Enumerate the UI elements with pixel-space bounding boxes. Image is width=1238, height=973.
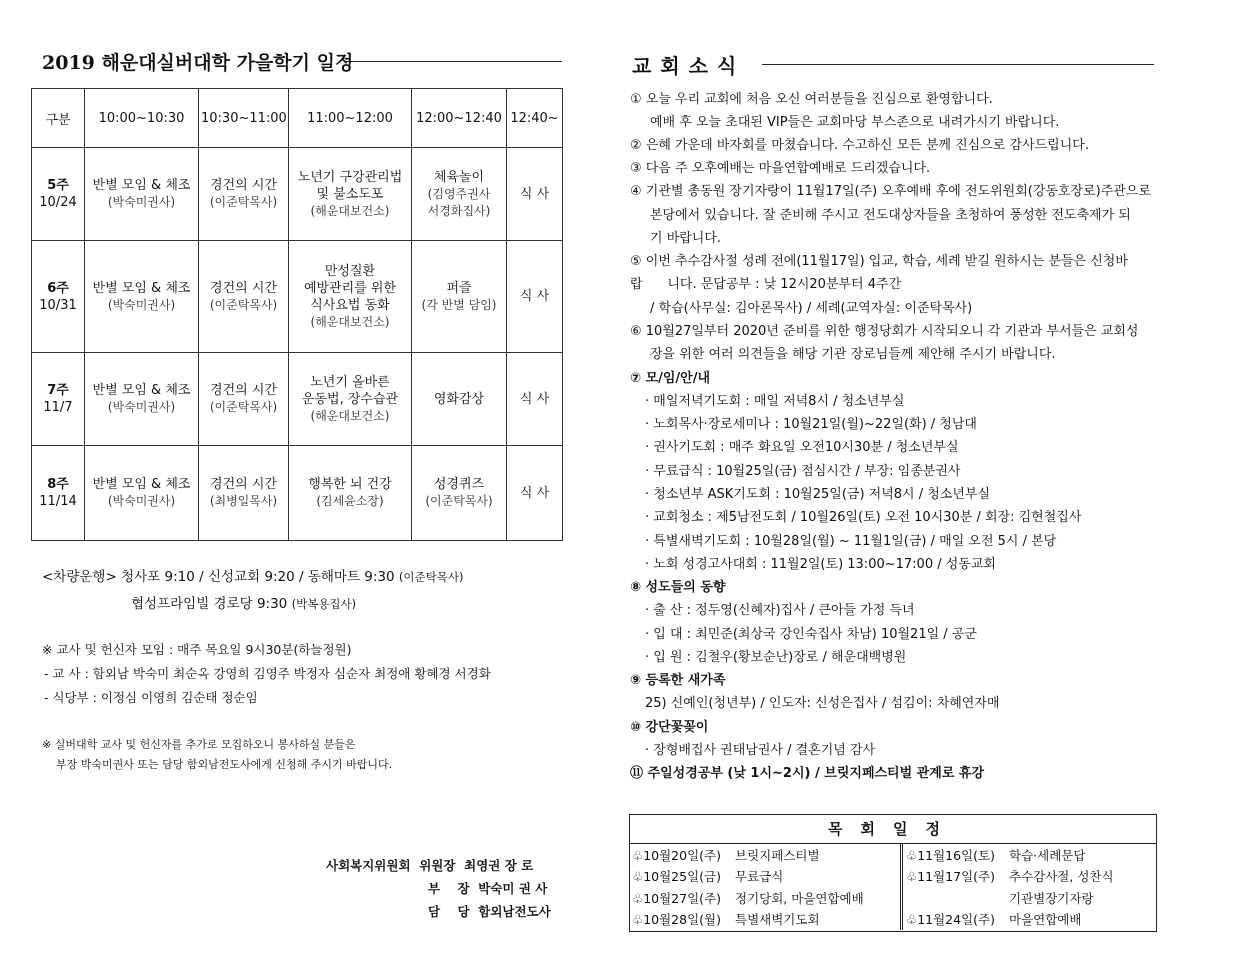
week-label: 5주: [47, 178, 69, 193]
event-date: ♧10월28일(월): [632, 911, 721, 927]
week-cell: [32, 446, 85, 541]
session-cell: [289, 446, 412, 541]
bus-driver-note: (박복용집사): [291, 597, 357, 611]
header-cell: 10:00~10:30: [85, 89, 199, 148]
list-item: · 입 원 : 김철우(황보순난)장로 / 해운대백병원: [645, 650, 907, 665]
event-date: ♧10월20일(주): [632, 848, 721, 863]
session-leader: (최병일목사): [209, 494, 278, 508]
teacher-list: - 교 사 : 함외남 박숙미 최순옥 강영희 김영주 박정자 심순자 최정애 황혜경 서경화: [44, 666, 491, 681]
pastoral-schedule-box: [629, 814, 1157, 932]
event-name: 추수감사절, 성찬식: [1009, 869, 1114, 885]
meal-cell: 식 사: [507, 353, 563, 446]
session-leader: (이준탁목사): [209, 400, 278, 414]
bus-schedule-line2: [131, 592, 356, 612]
pastoral-right-column: [906, 845, 1114, 930]
week-date: 11/7: [43, 400, 73, 415]
news-title-rule: [762, 64, 1154, 65]
session-title: 반별 모임 & 체조: [92, 477, 191, 492]
event-date: ♧10월25일(금): [632, 869, 721, 885]
table-row: [32, 353, 563, 446]
teacher-meeting-note: ※ 교사 및 헌신자 모임 : 매주 목요일 9시30분(하늘정원): [42, 642, 352, 657]
bus-driver-note: (이준탁목사): [398, 570, 464, 584]
title-rule: [346, 61, 562, 62]
session-leader: (해운대보건소): [310, 408, 390, 423]
bus-schedule-line1: [42, 565, 463, 585]
session-cell: [289, 353, 412, 446]
session-title: 반별 모임 & 체조: [92, 178, 191, 193]
list-item: [906, 888, 1114, 909]
bus-schedule-text: <차량운행> 청사포 9:10 / 신성교회 9:20 / 동해마트 9:30: [42, 569, 395, 585]
session-title: 식사요법 동화: [310, 297, 390, 313]
church-news-title: 교회소식: [632, 54, 746, 78]
header-cell: 12:40~: [507, 89, 563, 148]
session-leader: (해운대보건소): [310, 203, 390, 218]
session-leader: (이준탁목사): [425, 494, 493, 508]
session-title: 및 불소도포: [316, 186, 384, 202]
news-item-3: ③ 다음 주 오후예배는 마을연합예배로 드리겠습니다.: [630, 161, 931, 176]
week-label: 6주: [47, 280, 69, 296]
list-item: [906, 866, 1114, 887]
list-item: · 노회목사·장로세미나 : 10월21일(월)~22일(화) / 청남대: [645, 417, 977, 432]
week-cell: [32, 241, 85, 353]
session-title: 반별 모임 & 체조: [92, 383, 191, 398]
session-cell: [85, 446, 199, 541]
week-date: 10/31: [39, 297, 77, 313]
session-title: 경건의 시간: [210, 178, 277, 193]
list-item: [906, 845, 1114, 866]
list-item: · 매일저녁기도회 : 매일 저녁8시 / 청소년부실: [645, 394, 905, 409]
event-name: 특별새벽기도회: [735, 911, 820, 927]
event-name: 마을연합예배: [1009, 911, 1082, 927]
week-cell: [32, 148, 85, 241]
news-item-6: ⑥ 10월27일부터 2020년 준비를 위한 행정당회가 시작되오니 각 기관과 부서들은 교회성: [630, 324, 1139, 339]
event-date: ♧11월24일(주): [906, 911, 995, 927]
list-item: · 교회청소 : 제5남전도회 / 10월26일(토) 오전 10시30분 / 회장: 김현철집사: [645, 510, 1082, 525]
session-leader: (박숙미권사): [107, 195, 176, 209]
list-item: [632, 866, 864, 887]
table-row: [32, 148, 563, 241]
event-name: 정기당회, 마을연합예배: [735, 890, 864, 906]
session-cell: [85, 353, 199, 446]
news-item-6-cont: 장을 위한 여러 의견들을 해당 기관 장로님들께 제안해 주시기 바랍니다.: [650, 347, 1056, 362]
news-item-1-cont: 예배 후 오늘 초대된 VIP들은 교회마당 부스존으로 내려가시기 바랍니다.: [650, 115, 1060, 130]
pastoral-schedule-title: 목회일정: [630, 815, 1156, 844]
session-leader: 서경화집사): [427, 203, 491, 218]
week-label: 7주: [47, 383, 69, 398]
recruit-note-line2: 부장 박숙미권사 또는 담당 함외남전도사에게 신청해 주시기 바랍니다.: [56, 758, 393, 771]
column-divider: [900, 844, 903, 930]
list-item: · 노회 성경고사대회 : 11월2일(토) 13:00~17:00 / 성동교회: [645, 557, 996, 572]
session-title: 만성질환: [324, 263, 376, 279]
session-title: 행복한 뇌 건강: [308, 477, 392, 492]
session-cell: [289, 148, 412, 241]
meal-cell: 식 사: [507, 241, 563, 353]
signature-head: 부 장 박숙미 권 사: [428, 881, 548, 896]
week-date: 11/14: [39, 494, 77, 509]
news-section-new-family: ⑨ 등록한 새가족: [630, 673, 726, 688]
session-title: 노년기 구강관리법: [297, 169, 403, 185]
event-name: 학습·세례문답: [1009, 848, 1086, 863]
news-section-flowers: ⑩ 강단꽃꽂이: [630, 720, 709, 735]
meal-cell: 식 사: [507, 446, 563, 541]
table-row: [32, 241, 563, 353]
session-leader: (박숙미권사): [107, 297, 176, 312]
list-item: [632, 888, 864, 909]
event-name: 브릿지페스티벌: [735, 848, 820, 863]
list-item: [632, 909, 864, 930]
list-item: · 입 대 : 최민준(최상국 강인숙집사 차남) 10월21일 / 공군: [645, 627, 977, 642]
session-title: 경건의 시간: [210, 280, 277, 296]
session-cell: [199, 353, 289, 446]
list-item: · 청소년부 ASK기도회 : 10월25일(금) 저녁8시 / 청소년부실: [645, 487, 991, 502]
news-item-4-cont: 본당에서 있습니다. 잘 준비해 주시고 전도대상자들을 초청하여 풍성한 전도축제가 되: [650, 208, 1131, 223]
session-cell: [199, 241, 289, 353]
session-leader: (각 반별 담임): [421, 297, 497, 312]
session-cell: [412, 241, 507, 353]
session-cell: [85, 148, 199, 241]
session-title: 노년기 올바른: [310, 374, 390, 390]
session-cell: [85, 241, 199, 353]
news-section-members: ⑧ 성도들의 동향: [630, 580, 726, 595]
news-item-5-cont: 랍 니다. 문답공부 : 낮 12시20분부터 4주간: [630, 277, 902, 292]
week-cell: [32, 353, 85, 446]
session-title: 퍼즐: [446, 280, 472, 296]
session-leader: (이준탁목사): [209, 297, 278, 312]
session-leader: (박숙미권사): [107, 494, 176, 508]
signature-chair: 사회복지위원회 위원장 최영권 장 로: [326, 858, 534, 873]
meal-cell: 식 사: [507, 148, 563, 241]
header-cell: 10:30~11:00: [199, 89, 289, 148]
week-label: 8주: [47, 477, 69, 492]
event-date: ♧11월17일(주): [906, 869, 995, 885]
event-date: ♧11월16일(토): [906, 848, 995, 863]
header-cell: 구분: [32, 89, 85, 148]
session-title: 예방관리를 위한: [303, 280, 397, 296]
kitchen-staff-list: - 식당부 : 이정심 이영희 김순태 정순임: [44, 690, 258, 705]
week-date: 10/24: [39, 195, 77, 210]
session-cell: [412, 446, 507, 541]
news-item-5-cont: / 학습(사무실: 김아론목사) / 세례(교역자실: 이준탁목사): [650, 301, 973, 316]
session-leader: (해운대보건소): [310, 314, 390, 329]
session-title: 운동법, 장수습관: [301, 391, 399, 407]
session-cell: [412, 148, 507, 241]
session-leader: (김세윤소장): [316, 494, 384, 508]
session-title: 경건의 시간: [210, 383, 277, 398]
session-cell: [289, 241, 412, 353]
list-item: · 출 산 : 정두영(신혜자)집사 / 큰아들 가정 득녀: [645, 603, 915, 618]
news-item-2: ② 은혜 가운데 바자회를 마쳤습니다. 수고하신 모든 분께 진심으로 감사드립니다.: [630, 138, 1089, 153]
news-item-4: ④ 기관별 총동원 장기자랑이 11월17일(주) 오후예배 후에 전도위원회(강동호장로)주관으로: [630, 184, 1151, 199]
session-title: 반별 모임 & 체조: [92, 280, 191, 296]
header-cell: 11:00~12:00: [289, 89, 412, 148]
session-cell: [199, 148, 289, 241]
session-title: 체육놀이: [433, 169, 485, 185]
news-item-1: ① 오늘 우리 교회에 처음 오신 여러분들을 진심으로 환영합니다.: [630, 92, 993, 107]
table-header-row: [32, 89, 563, 148]
list-item: · 권사기도회 : 매주 화요일 오전10시30분 / 청소년부실: [645, 440, 959, 455]
list-item: [632, 845, 864, 866]
list-item: · 장형배집사 권태남권사 / 결혼기념 감사: [645, 743, 876, 758]
session-leader: (박숙미권사): [107, 400, 176, 414]
schedule-title: 2019 해운대실버대학 가을학기 일정: [42, 52, 354, 74]
header-cell: 12:00~12:40: [412, 89, 507, 148]
session-leader: (이준탁목사): [209, 195, 278, 209]
schedule-table: [31, 88, 563, 541]
table-row: [32, 446, 563, 541]
event-date: ♧10월27일(주): [632, 890, 721, 906]
news-section-meetings: ⑦ 모/임/안/내: [630, 371, 711, 386]
session-title: 영화감상: [433, 391, 485, 407]
signature-manager: 담 당 함외남전도사: [428, 904, 551, 919]
bus-schedule-text: 협성프라임빌 경로당 9:30: [131, 596, 288, 612]
event-name: 무료급식: [735, 869, 784, 885]
list-item: · 특별새벽기도회 : 10월28일(월) ~ 11월1일(금) / 매일 오전 5시 / 본당: [645, 534, 1057, 549]
news-section-bible-study: ⑪ 주일성경공부 (낮 1시~2시) / 브릿지페스티벌 관계로 휴강: [630, 766, 985, 781]
pastoral-left-column: [632, 845, 864, 930]
list-item: · 무료급식 : 10월25일(금) 점심시간 / 부장: 임종분권사: [645, 464, 961, 479]
session-cell: [412, 353, 507, 446]
session-title: 경건의 시간: [210, 477, 277, 492]
list-item: [906, 909, 1114, 930]
list-item: 25) 신예인(청년부) / 인도자: 신성은집사 / 섬김이: 차혜연자매: [645, 696, 1000, 711]
session-title: 성경퀴즈: [433, 477, 485, 492]
news-item-5: ⑤ 이번 추수감사절 성례 전에(11월17일) 입교, 학습, 세례 받길 원하시는 분들은 신청바: [630, 254, 1128, 269]
news-item-4-cont: 기 바랍니다.: [650, 231, 722, 246]
session-leader: (김영주권사: [427, 186, 491, 201]
event-name: 기관별장기자랑: [1009, 890, 1094, 906]
recruit-note-line1: ※ 실버대학 교사 및 헌신자를 추가로 모집하오니 봉사하실 분들은: [42, 738, 356, 751]
session-cell: [199, 446, 289, 541]
